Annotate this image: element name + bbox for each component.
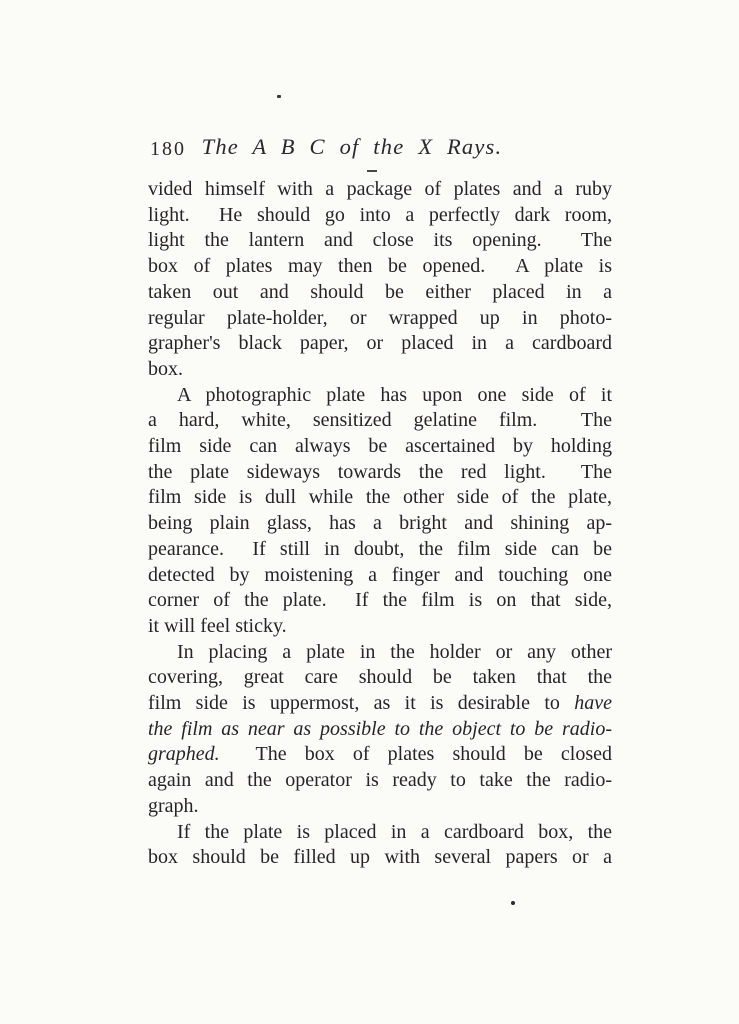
- text-line: [148, 203, 612, 229]
- page-number: 180: [150, 138, 186, 160]
- text-segment: The box of plates should be closed: [219, 743, 612, 766]
- text-segment: the plate sideways towards the red light. The: [148, 460, 612, 483]
- text-line: [148, 588, 612, 614]
- text-line: [148, 511, 612, 537]
- text-segment: A photographic plate has upon one side of it: [177, 383, 612, 406]
- text-segment: grapher's black paper, or placed in a cardboard: [148, 332, 612, 355]
- text-line: [148, 460, 612, 486]
- text-line: [148, 742, 612, 768]
- text-segment: box should be filled up with several papers or a: [148, 846, 612, 869]
- text-line: [148, 640, 612, 666]
- text-line: [148, 691, 612, 717]
- text-line: [148, 845, 612, 871]
- text-segment: box of plates may then be opened. A plate is: [148, 255, 612, 278]
- text-line: [148, 434, 612, 460]
- text-segment: graph.: [148, 794, 199, 817]
- text-segment: it will feel sticky.: [148, 614, 287, 637]
- text-line: [148, 228, 612, 254]
- text-line: [148, 331, 612, 357]
- text-segment: box.: [148, 357, 183, 380]
- text-segment: In placing a plate in the holder or any other: [177, 640, 612, 663]
- text-segment: corner of the plate. If the film is on that side,: [148, 589, 612, 612]
- italic-text-segment: graphed.: [148, 743, 220, 766]
- text-line: [148, 485, 612, 511]
- text-line: [148, 408, 612, 434]
- text-line: [148, 563, 612, 589]
- text-line: [148, 254, 612, 280]
- text-segment: vided himself with a package of plates and a ruby: [148, 178, 612, 200]
- text-line: [148, 280, 612, 306]
- text-segment: light. He should go into a perfectly dark room,: [148, 203, 612, 226]
- italic-text-segment: the film as near as possible to the object to be radio-: [148, 717, 612, 740]
- text-segment: If the plate is placed in a cardboard box, the: [177, 820, 612, 843]
- text-line: [148, 177, 612, 203]
- scan-speck-top: [277, 95, 281, 98]
- text-segment: film side is uppermost, as it is desirable to: [148, 692, 575, 715]
- scan-speck-bottom: [511, 901, 515, 905]
- text-segment: film side is dull while the other side of the plate,: [148, 486, 612, 509]
- page-header: [148, 134, 612, 164]
- running-title: The A B C of the X Rays.: [201, 134, 503, 159]
- text-segment: film side can always be ascertained by holding: [148, 435, 612, 458]
- text-line: [148, 306, 612, 332]
- italic-text-segment: have: [574, 692, 612, 715]
- text-segment: covering, great care should be taken that the: [148, 666, 612, 689]
- text-line: [148, 357, 612, 383]
- text-line: [148, 717, 612, 743]
- text-line: [148, 537, 612, 563]
- text-segment: being plain glass, has a bright and shining ap-: [148, 512, 612, 535]
- text-line: [148, 768, 612, 794]
- scan-dash-under-title: [367, 170, 377, 172]
- text-segment: again and the operator is ready to take the radio-: [148, 769, 612, 792]
- text-segment: pearance. If still in doubt, the film side can be: [148, 537, 612, 560]
- text-line: [148, 665, 612, 691]
- text-segment: regular plate-holder, or wrapped up in photo-: [148, 306, 612, 329]
- text-segment: detected by moistening a finger and touching one: [148, 563, 612, 586]
- text-line: [148, 794, 612, 820]
- text-line: [148, 383, 612, 409]
- body-text: [148, 177, 612, 871]
- text-segment: a hard, white, sensitized gelatine film. The: [148, 409, 612, 432]
- text-segment: taken out and should be either placed in a: [148, 280, 612, 303]
- text-segment: light the lantern and close its opening. The: [148, 229, 612, 252]
- text-line: [148, 820, 612, 846]
- text-line: [148, 614, 612, 640]
